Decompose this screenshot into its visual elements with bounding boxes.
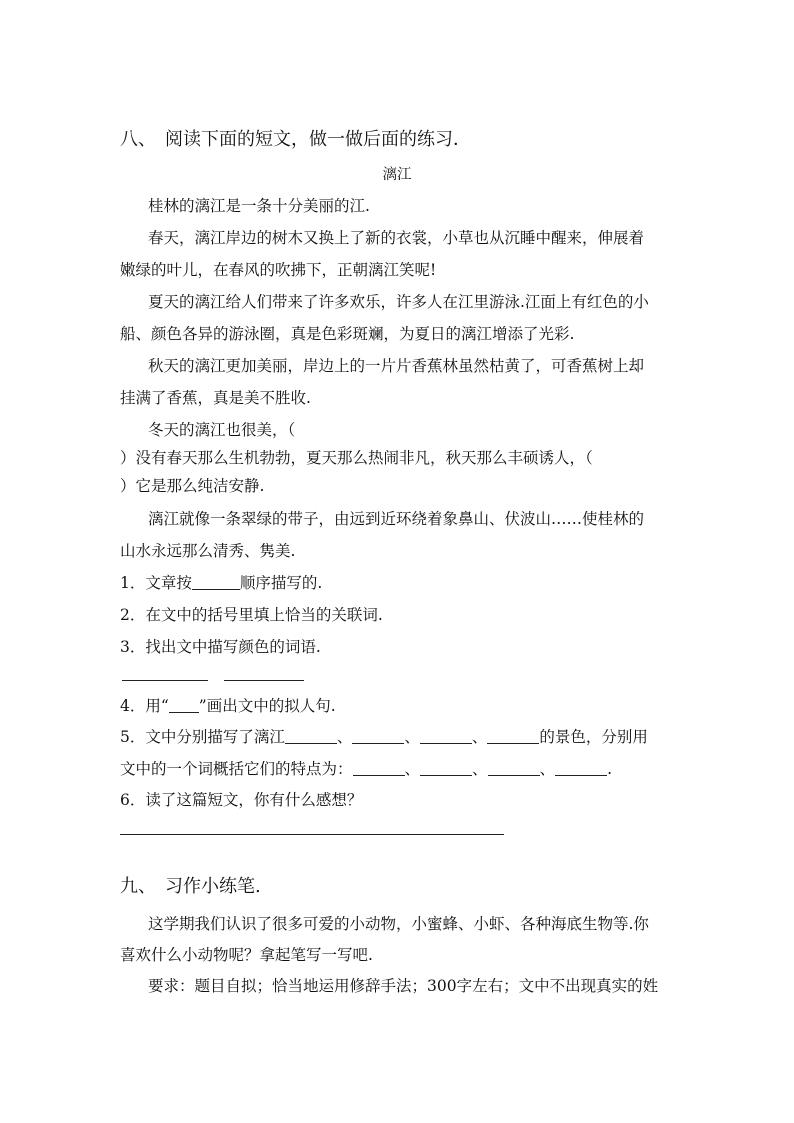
passage-line: 漓江就像一条翠绿的带子，由远到近环绕着象鼻山、伏波山……使桂林的 — [148, 510, 645, 528]
answer-blank[interactable] — [353, 761, 405, 776]
question-5-line-2: 文中的一个词概括它们的特点为： 、 、 、 . — [120, 760, 612, 778]
question-1: 1．文章按 顺序描写的. — [120, 574, 323, 592]
answer-blank[interactable] — [169, 698, 199, 713]
prompt-line: 喜欢什么小动物呢？拿起笔写一写吧. — [120, 946, 373, 964]
question-5: 5．文中分别描写了漓江 、 、 、 的景色，分别用 — [120, 728, 648, 746]
answer-blank[interactable] — [192, 575, 240, 590]
passage-line: 船、颜色各异的游泳圈，真是色彩斑斓，为夏日的漓江增添了光彩. — [120, 325, 575, 343]
answer-blank[interactable] — [488, 761, 540, 776]
question-6: 6．读了这篇短文，你有什么感想？ — [120, 791, 363, 809]
answer-line[interactable] — [224, 680, 304, 681]
answer-blank[interactable] — [555, 761, 607, 776]
answer-line[interactable] — [120, 834, 504, 835]
answer-line[interactable] — [122, 680, 208, 681]
passage-line: 夏天的漓江给人们带来了许多欢乐，许多人在江里游泳.江面上有红色的小 — [148, 293, 649, 311]
passage-line: ）没有春天那么生机勃勃，夏天那么热闹非凡，秋天那么丰硕诱人，（ — [120, 449, 593, 467]
passage-line: ）它是那么纯洁安静. — [120, 477, 265, 495]
answer-blank[interactable] — [420, 761, 472, 776]
passage-line: 冬天的漓江也很美，（ — [148, 421, 296, 439]
section-8-heading: 八、 阅读下面的短文，做一做后面的练习． — [120, 129, 471, 150]
answer-blank[interactable] — [285, 729, 337, 744]
question-4: 4．用“ ”画出文中的拟人句. — [120, 697, 336, 715]
passage-line: 山水永远那么清秀、隽美. — [120, 542, 296, 560]
passage-line: 桂林的漓江是一条十分美丽的江. — [148, 197, 370, 215]
passage-title: 漓江 — [382, 167, 412, 183]
answer-blank[interactable] — [352, 729, 404, 744]
question-2: 2．在文中的括号里填上恰当的关联词. — [120, 606, 383, 624]
passage-line: 挂满了香蕉，真是美不胜收. — [120, 389, 311, 407]
section-9-heading: 九、 习作小练笔. — [120, 876, 261, 897]
answer-blank[interactable] — [487, 729, 539, 744]
passage-line: 嫩绿的叶儿，在春风的吹拂下，正朝漓江笑呢! — [120, 261, 437, 279]
prompt-line: 这学期我们认识了很多可爱的小动物，小蜜蜂、小虾、各种海底生物等.你 — [148, 915, 649, 933]
question-3: 3．找出文中描写颜色的词语. — [120, 638, 321, 656]
passage-line: 春天，漓江岸边的树木又换上了新的衣裳，小草也从沉睡中醒来，伸展着 — [148, 229, 645, 247]
passage-line: 秋天的漓江更加美丽，岸边上的一片片香蕉林虽然枯黄了，可香蕉树上却 — [148, 357, 645, 375]
answer-blank[interactable] — [420, 729, 472, 744]
requirements-line: 要求：题目自拟；恰当地运用修辞手法；300字左右；文中不出现真实的姓 — [148, 977, 659, 995]
